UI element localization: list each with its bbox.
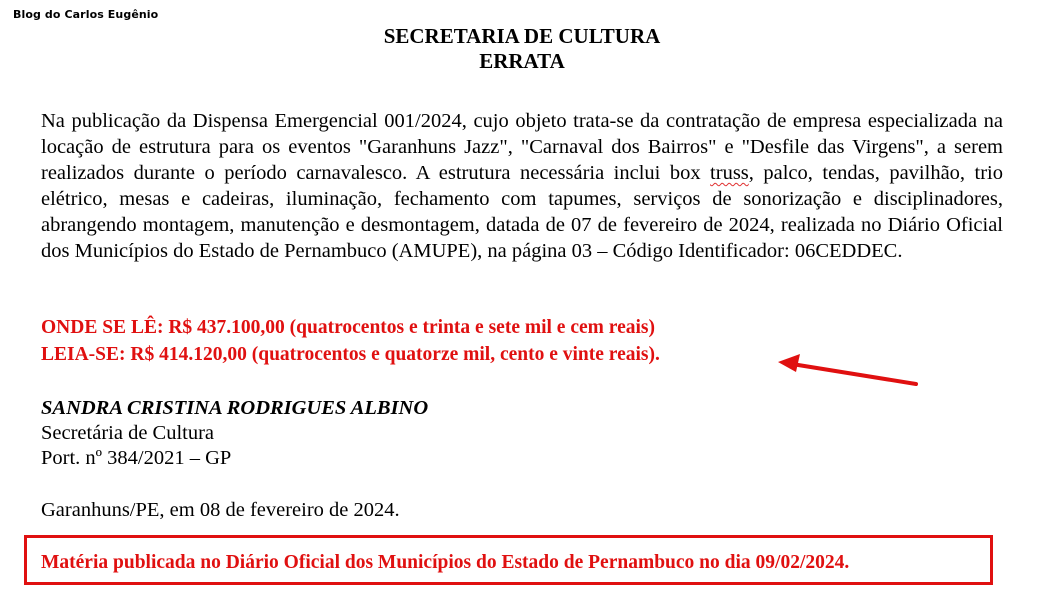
pointer-arrow-icon — [770, 348, 930, 393]
signatory-role: Secretária de Cultura — [41, 422, 215, 444]
arrow-head — [778, 354, 800, 372]
publication-note: Matéria publicada no Diário Oficial dos Municípios do Estado de Pernambuco no dia 09/02/2024. — [41, 552, 850, 573]
correction-onde-se-le: ONDE SE LÊ: R$ 437.100,00 (quatrocentos e trinta e sete mil e cem reais) — [41, 317, 655, 338]
paragraph-text-part2: , palco, tendas, pavilhão, trio elétrico, mesas e cadeiras, iluminação, fechamento com tapumes, serviços de sonorização e disciplinadores, abrangendo montagem, manutenção e desmontagem, datada de 07 de fevereiro de 2024, realizada no Diário Oficial dos Municípios do Estado de Pernambuco (AMUPE), na página 03 – Código Identificador: 06CEDDEC. — [41, 162, 1003, 262]
place-and-date: Garanhuns/PE, em 08 de fevereiro de 2024. — [41, 499, 400, 521]
correction-leia-se: LEIA-SE: R$ 414.120,00 (quatrocentos e quatorze mil, cento e vinte reais). — [41, 344, 660, 365]
paragraph-text-part1: Na publicação da Dispensa Emergencial 001/2024, cujo objeto trata-se da contratação de empresa especializada na locação de estrutura para os eventos "Garanhuns Jazz", "Carnaval dos Bairros" e "Desfile das Virgens", a serem realizados durante o período carnavalesco. A estrutura necessária inclui box — [41, 110, 1003, 184]
signature-block — [41, 396, 428, 471]
spellcheck-underlined-word: truss — [710, 162, 749, 184]
signatory-name: SANDRA CRISTINA RODRIGUES ALBINO — [41, 397, 429, 419]
document-title: SECRETARIA DE CULTURA — [383, 24, 661, 48]
errata-paragraph — [41, 108, 1003, 264]
signatory-ordinance: Port. nº 384/2021 – GP — [41, 447, 232, 469]
blog-watermark: Blog do Carlos Eugênio — [13, 8, 159, 21]
arrow-shaft — [792, 364, 916, 384]
document-subtitle: ERRATA — [479, 49, 565, 73]
